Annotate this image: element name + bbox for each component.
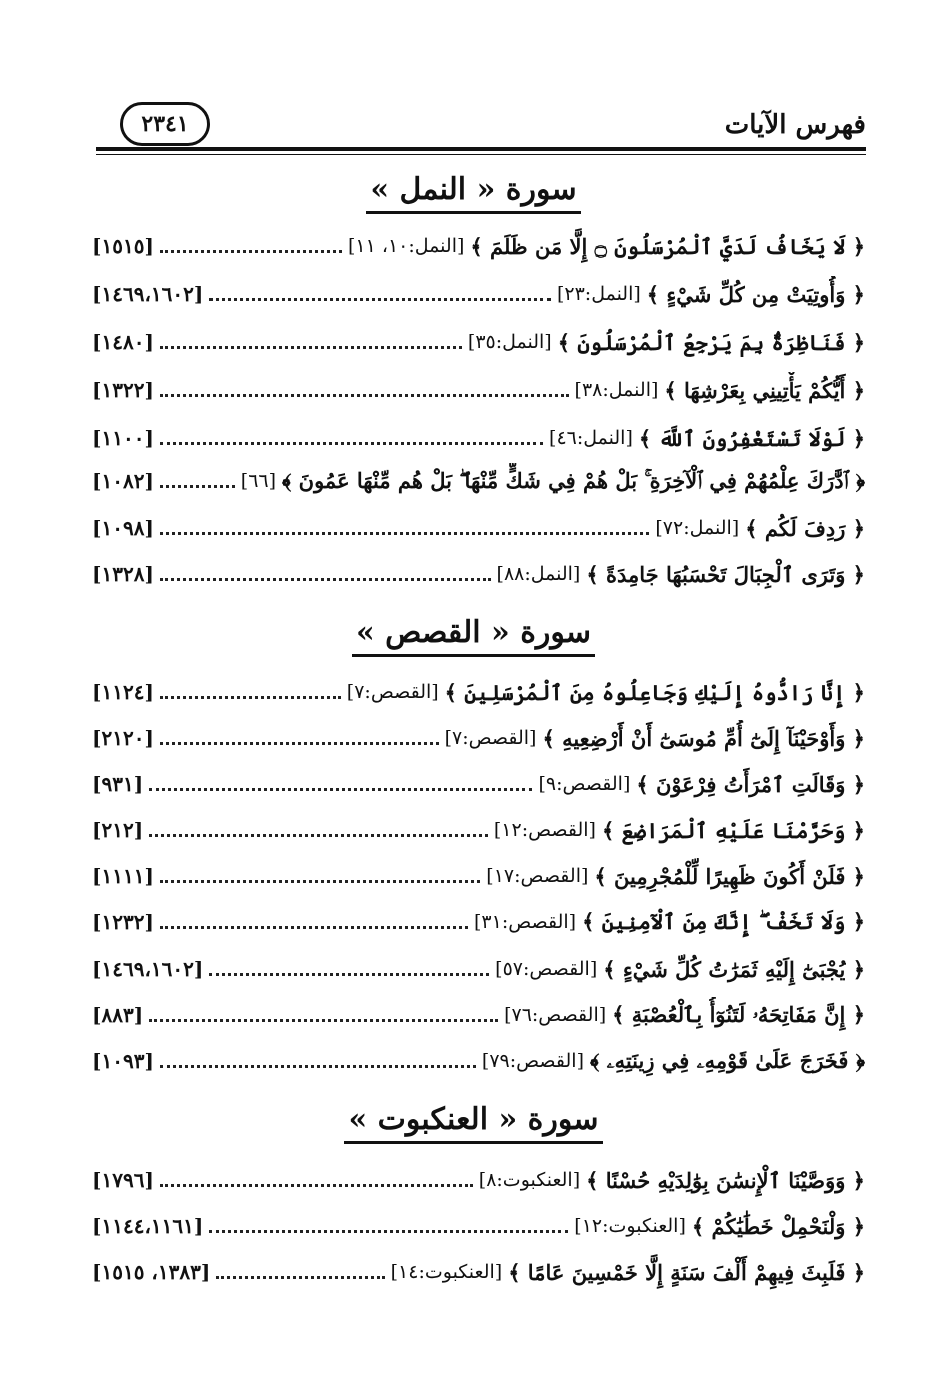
verse-text: ﴿ وَحَرَّمْنَا عَلَيْهِ ٱلْمَرَاضِعَ ﴾ xyxy=(601,817,865,843)
verse-text: ﴿ وَلَا تَخَفْ ۖ إِنَّكَ مِنَ ٱلْآمِنِينَ ﴾ xyxy=(582,909,865,934)
verse-reference: [القصص:١٧] xyxy=(486,865,589,887)
leader-dots xyxy=(160,742,439,745)
verse-text: ﴿ ٱدَّٰرَكَ عِلْمُهُمْ فِي ٱلْآخِرَةِ ۚ بَلْ هُمْ فِي شَكٍّ مِّنْهَا ۖ بَلْ هُم مِّنْهَا عَمُونَ ﴾ xyxy=(282,468,865,493)
page-references: [١٢٣٢] xyxy=(92,910,154,934)
leader-dots xyxy=(160,1184,473,1187)
index-entry xyxy=(92,276,865,312)
verse-text: ﴿ لَا يَخَافُ لَدَيَّ ٱلْمُرْسَلُونَ ۝ إِلَّا مَن ظَلَمَ ﴾ xyxy=(470,233,865,259)
verse-reference: [النمل:٧٢] xyxy=(655,517,740,539)
page-references: [١٤٦٩،١٦٠٢] xyxy=(92,957,204,981)
verse-reference: [القصص:٧٩] xyxy=(481,1050,584,1072)
page-references: [٨٨٣] xyxy=(92,1003,144,1027)
verse-text: ﴿ رَدِفَ لَكُم ﴾ xyxy=(745,515,865,541)
verse-text: ﴿ فَلَبِثَ فِيهِمْ أَلْفَ سَنَةٍ إِلَّا خَمْسِينَ عَامًا ﴾ xyxy=(508,1259,865,1285)
leader-dots xyxy=(160,250,342,253)
index-entry xyxy=(92,951,865,987)
page-references: [١٧٩٦] xyxy=(92,1168,154,1192)
index-entry xyxy=(92,1208,865,1244)
page-references: [١٠٩٨] xyxy=(92,516,154,540)
verse-text: ﴿ فَخَرَجَ عَلَىٰ قَوْمِهِۦ فِي زِينَتِهِۦ ﴾ xyxy=(589,1048,865,1073)
leader-dots xyxy=(149,1019,498,1022)
index-entry xyxy=(92,1162,865,1198)
verse-reference: [٦٦] xyxy=(240,470,277,492)
verse-text: ﴿ وَوَصَّيْنَا ٱلْإِنسَٰنَ بِوَٰلِدَيْهِ حُسْنًا ﴾ xyxy=(586,1167,865,1193)
page-references: [١٠٨٢] xyxy=(92,469,154,493)
verse-text: ﴿ وَأَوْحَيْنَآ إِلَىٰٓ أُمِّ مُوسَىٰٓ أَنْ أَرْضِعِيهِ ﴾ xyxy=(542,725,865,751)
verse-reference: [العنكبوت:٨] xyxy=(478,1169,581,1191)
index-entry xyxy=(92,997,865,1033)
verse-reference: [العنكبوت:١٢] xyxy=(574,1215,686,1237)
page-references: [١٣٨٣، ١٥١٥] xyxy=(92,1260,211,1284)
verse-reference: [القصص:٧٦] xyxy=(504,1004,607,1026)
leader-dots xyxy=(149,788,532,791)
verse-reference: [العنكبوت:١٤] xyxy=(390,1261,503,1283)
leader-dots xyxy=(160,532,649,535)
verse-text: ﴿ لَوْلَا تَسْتَغْفِرُونَ ٱللَّهَ ﴾ xyxy=(638,425,865,451)
verse-text: ﴿ وَلْنَحْمِلْ خَطَٰيَٰكُمْ ﴾ xyxy=(691,1213,865,1239)
index-entry xyxy=(92,228,865,264)
page-references: [١١٢٤] xyxy=(92,680,154,704)
leader-dots xyxy=(209,298,551,301)
index-entry xyxy=(92,858,865,894)
page-references: [١٣٢٨] xyxy=(92,562,154,586)
leader-dots xyxy=(149,834,488,837)
page-references: [١٤٦٩،١٦٠٢] xyxy=(92,282,204,306)
verse-text: ﴿ وَأُوتِيَتْ مِن كُلِّ شَيْءٍ ﴾ xyxy=(646,281,865,307)
leader-dots xyxy=(160,696,341,699)
page-references: [١١٠٠] xyxy=(92,426,154,450)
page-references: [١١٤٤،١١٦١] xyxy=(92,1214,204,1238)
leader-dots xyxy=(209,973,489,976)
page-references: [٢١٢٠] xyxy=(92,726,154,750)
page-references: [٢١٢] xyxy=(92,818,144,842)
index-entry xyxy=(92,812,865,848)
index-entry xyxy=(92,904,865,940)
leader-dots xyxy=(160,926,468,929)
verse-text: ﴿ يُجْبَىٰٓ إِلَيْهِ ثَمَرَٰتُ كُلِّ شَيْءٍ ﴾ xyxy=(603,956,865,982)
section-title: سورة « العنكبوت » xyxy=(0,1102,947,1137)
leader-dots xyxy=(160,346,462,349)
index-entry xyxy=(92,1043,865,1079)
index-entry xyxy=(92,463,865,499)
verse-text: ﴿ أَيُّكُمْ يَأْتِينِي بِعَرْشِهَا ﴾ xyxy=(664,377,865,403)
index-entry xyxy=(92,1254,865,1290)
page-references: [١٥١٥] xyxy=(92,234,154,258)
header-rule xyxy=(96,147,866,151)
verse-reference: [القصص:١٢] xyxy=(493,819,596,841)
section-title: سورة « النمل » xyxy=(0,172,947,207)
index-entry xyxy=(92,720,865,756)
page-references: [١١١١] xyxy=(92,864,154,888)
verse-text: ﴿ فَنَاظِرَةٌۢ بِمَ يَرْجِعُ ٱلْمُرْسَلُونَ ﴾ xyxy=(557,329,865,355)
index-entry xyxy=(92,510,865,546)
index-entry xyxy=(92,372,865,408)
section-title: سورة « القصص » xyxy=(0,615,947,650)
leader-dots xyxy=(160,394,569,397)
header-rule-thin xyxy=(96,154,866,155)
index-entry xyxy=(92,556,865,592)
page-references: [٩٣١] xyxy=(92,772,144,796)
verse-reference: [النمل:١٠، ١١] xyxy=(347,235,465,257)
verse-text: ﴿ إِنَّا رَادُّوهُ إِلَيْكِ وَجَاعِلُوهُ مِنَ ٱلْمُرْسَلِينَ ﴾ xyxy=(444,679,865,705)
running-title: فهرس الآيات xyxy=(724,110,866,140)
verse-reference: [النمل:٣٥] xyxy=(467,331,552,353)
verse-text: ﴿ إِنَّ مَفَاتِحَهُۥ لَتَنُوٓأُ بِٱلْعُصْبَةِ ﴾ xyxy=(612,1002,865,1027)
verse-reference: [القصص:٧] xyxy=(444,727,537,749)
verse-reference: [النمل:٤٦] xyxy=(549,427,633,449)
leader-dots xyxy=(209,1230,568,1233)
index-entry xyxy=(92,766,865,802)
page-references: [١٤٨٠] xyxy=(92,330,154,354)
leader-dots xyxy=(216,1276,384,1279)
page-number-badge: ٢٣٤١ xyxy=(120,102,210,146)
leader-dots xyxy=(160,578,491,581)
verse-reference: [القصص:٧] xyxy=(346,681,439,703)
leader-dots xyxy=(160,880,480,883)
verse-text: ﴿ وَقَالَتِ ٱمْرَأَتُ فِرْعَوْنَ ﴾ xyxy=(636,771,865,797)
page-references: [١٠٩٣] xyxy=(92,1049,154,1073)
index-entry xyxy=(92,324,865,360)
verse-reference: [النمل:٢٣] xyxy=(556,283,641,305)
leader-dots xyxy=(160,442,543,445)
verse-reference: [القصص:٥٧] xyxy=(495,958,598,980)
index-entry xyxy=(92,674,865,710)
verse-text: ﴿ فَلَنْ أَكُونَ ظَهِيرًا لِّلْمُجْرِمِينَ ﴾ xyxy=(594,863,865,889)
page-header xyxy=(96,92,866,148)
verse-reference: [القصص:٣١] xyxy=(474,911,577,933)
leader-dots xyxy=(160,1065,476,1068)
verse-text: ﴿ وَتَرَى ٱلْجِبَالَ تَحْسَبُهَا جَامِدَةً ﴾ xyxy=(586,561,865,587)
verse-reference: [النمل:٨٨] xyxy=(496,563,581,585)
page-references: [١٣٢٢] xyxy=(92,378,154,402)
leader-dots xyxy=(160,485,235,488)
verse-reference: [القصص:٩] xyxy=(538,773,631,795)
index-entry xyxy=(92,420,865,456)
verse-reference: [النمل:٣٨] xyxy=(574,379,659,401)
